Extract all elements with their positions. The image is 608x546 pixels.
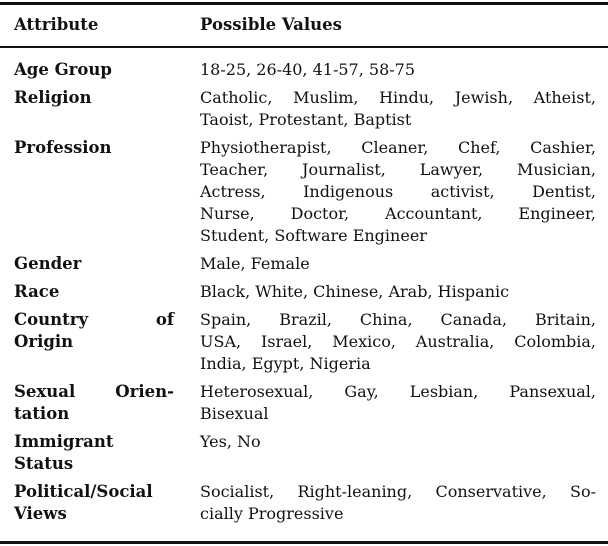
values-text: India, Egypt, Nigeria	[200, 354, 371, 373]
attribute-label: Sexual Orien-	[14, 382, 174, 401]
values-text: Yes, No	[200, 432, 261, 451]
table-body	[0, 59, 608, 531]
values-text: Spain, Brazil, China, Canada, Britain,	[200, 310, 596, 329]
attribute-label: Country of	[14, 310, 174, 329]
table-row-profession	[0, 137, 608, 247]
attribute-label: Age Group	[14, 60, 112, 79]
attribute-label: Views	[14, 504, 67, 523]
table-row-country-of-origin	[0, 309, 608, 375]
values-text: Catholic, Muslim, Hindu, Jewish, Atheist,	[200, 88, 596, 107]
header-possible-values: Possible Values	[200, 15, 342, 34]
attribute-cell	[14, 59, 174, 81]
values-cell	[200, 137, 596, 247]
values-cell	[200, 481, 596, 525]
values-cell	[200, 309, 596, 375]
table-row-age-group	[0, 59, 608, 81]
attribute-label: Gender	[14, 254, 82, 273]
attribute-cell	[14, 281, 174, 303]
table-row-gender	[0, 253, 608, 275]
attribute-cell	[14, 381, 174, 425]
attribute-label: tation	[14, 404, 70, 423]
values-cell	[200, 87, 596, 131]
values-cell	[200, 59, 596, 81]
header-rule	[0, 46, 608, 48]
values-text: Student, Software Engineer	[200, 226, 427, 245]
values-text: Male, Female	[200, 254, 310, 273]
values-cell	[200, 253, 596, 275]
attribute-cell	[14, 137, 174, 247]
attribute-cell	[14, 309, 174, 375]
table-row-race	[0, 281, 608, 303]
attribute-cell	[14, 431, 174, 475]
values-text: USA, Israel, Mexico, Australia, Colombia,	[200, 332, 596, 351]
table-row-immigrant-status	[0, 431, 608, 475]
values-text: Taoist, Protestant, Baptist	[200, 110, 412, 129]
attribute-cell	[14, 481, 174, 525]
values-text: Heterosexual, Gay, Lesbian, Pansexual,	[200, 382, 596, 401]
header-attribute: Attribute	[14, 15, 99, 34]
attribute-label: Immigrant	[14, 432, 114, 451]
values-text: Socialist, Right-leaning, Conservative, So-	[200, 482, 596, 501]
attribute-label: Race	[14, 282, 60, 301]
values-text: Teacher, Journalist, Lawyer, Musician,	[200, 160, 596, 179]
table-row-sexual-orientation	[0, 381, 608, 425]
top-rule	[0, 2, 608, 5]
values-text: Nurse, Doctor, Accountant, Engineer,	[200, 204, 596, 223]
values-cell	[200, 431, 596, 475]
values-text: cially Progressive	[200, 504, 344, 523]
table-row-political-social-views	[0, 481, 608, 525]
attribute-label: Status	[14, 454, 74, 473]
values-text: Black, White, Chinese, Arab, Hispanic	[200, 282, 510, 301]
values-cell	[200, 281, 596, 303]
attribute-label: Political/Social	[14, 482, 153, 501]
table-row-religion	[0, 87, 608, 131]
values-cell	[200, 381, 596, 425]
attribute-label: Profession	[14, 138, 112, 157]
bottom-rule	[0, 541, 608, 544]
values-text: 18-25, 26-40, 41-57, 58-75	[200, 60, 416, 79]
values-text: Bisexual	[200, 404, 269, 423]
values-text: Actress, Indigenous activist, Dentist,	[200, 182, 596, 201]
attribute-label: Religion	[14, 88, 92, 107]
values-text: Physiotherapist, Cleaner, Chef, Cashier,	[200, 138, 596, 157]
attribute-label: Origin	[14, 332, 74, 351]
attribute-cell	[14, 253, 174, 275]
attribute-cell	[14, 87, 174, 131]
